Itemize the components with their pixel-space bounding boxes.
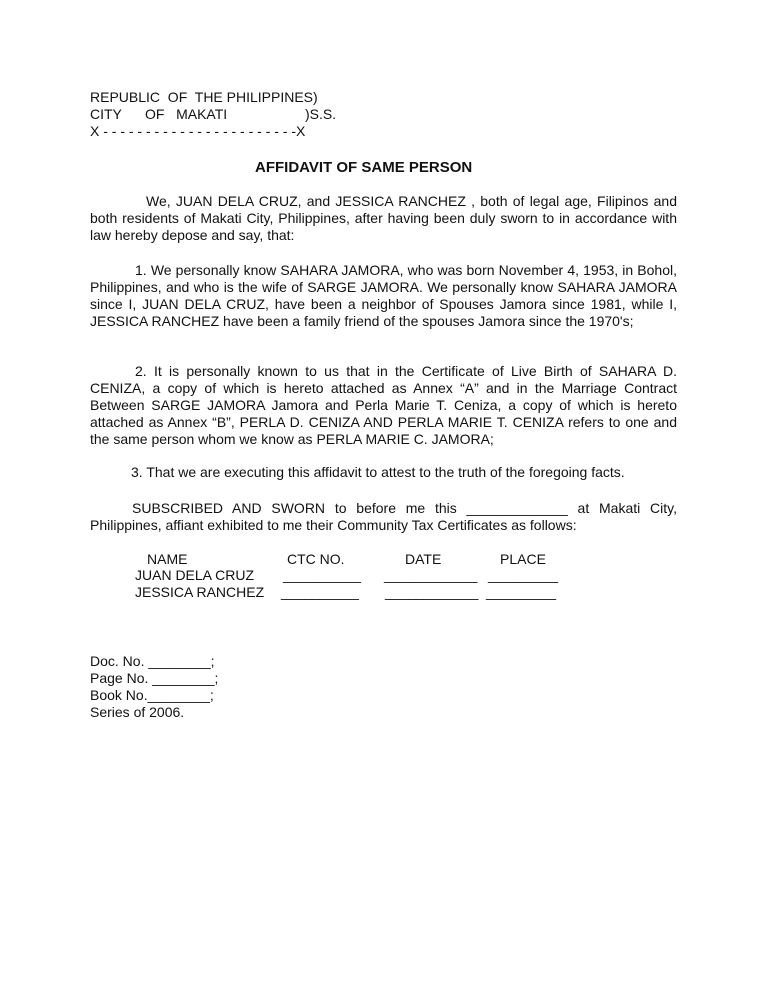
doc-number: Doc. No. ________; [90, 653, 215, 669]
ctc-row-1-ctc: __________ [283, 567, 361, 583]
ctc-row-1-place: _________ [488, 567, 559, 583]
item-3-text [90, 464, 677, 481]
item-3-number: 3. [131, 464, 143, 480]
item-1-text [90, 262, 677, 330]
item-2-number: 2. [135, 363, 147, 379]
page-number: Page No. ________; [90, 670, 219, 686]
caption-republic: REPUBLIC OF THE PHILIPPINES) [90, 89, 318, 105]
book-number: Book No.________; [90, 687, 214, 703]
ctc-row-2-ctc: __________ [281, 584, 359, 600]
ctc-header-place: PLACE [500, 551, 546, 567]
series-year: Series of 2006. [90, 704, 185, 720]
item-3-body: That we are executing this affidavit to attest to the truth of the foregoing facts. [146, 464, 625, 480]
caption-city: CITY OF MAKATI )S.S. [90, 106, 337, 122]
intro-text: We, JUAN DELA CRUZ, and JESSICA RANCHEZ , both of legal age, Filipinos and both residents of Makati City, Philippines, after having been duly sworn to in accordance with law hereby depose and say, that: [90, 193, 677, 243]
ctc-row-2-name: JESSICA RANCHEZ [135, 584, 265, 600]
item-1-number: 1. [135, 262, 147, 278]
ctc-header-ctc: CTC NO. [287, 551, 345, 567]
ctc-header-name: NAME [147, 551, 188, 567]
caption-divider: X - - - - - - - - - - - - - - - - - - - - - - -X [90, 123, 306, 139]
jurat-paragraph [90, 500, 677, 534]
item-2-body: It is personally known to us that in the Certificate of Live Birth of SAHARA D. CENIZA, a copy of which is hereto attached as Annex “A” and in the Marriage Contract Between SARGE JAMORA Jamora and Perla Marie T. Ceniza, a copy of which is hereto attached as Annex “B”, PERLA D. CENIZA AND PERLA MARIE T. CENIZA refers to one and the same person whom we know as PERLA MARIE C. JAMORA; [90, 363, 677, 447]
item-2-text [90, 363, 677, 448]
intro-paragraph [90, 193, 677, 244]
ctc-row-1-date: ____________ [384, 567, 478, 583]
item-1 [90, 262, 677, 330]
ctc-row-1-name: JUAN DELA CRUZ [135, 567, 255, 583]
jurat-text: SUBSCRIBED AND SWORN to before me this _____________ at Makati City, Philippines, affiant exhibited to me their Community Tax Certificates as follows: [90, 500, 677, 533]
ctc-row-2-place: _________ [486, 584, 557, 600]
item-3 [90, 464, 677, 481]
document-title: AFFIDAVIT OF SAME PERSON [255, 159, 473, 176]
ctc-row-2-date: ____________ [385, 584, 479, 600]
item-1-body: We personally know SAHARA JAMORA, who was born November 4, 1953, in Bohol, Philippines, and who is the wife of SARGE JAMORA. We personally know SAHARA JAMORA since I, JUAN DELA CRUZ, have been a neighbor of Spouses Jamora since 1981, while I, JESSICA RANCHEZ have been a family friend of the spouses Jamora since the 1970's; [90, 262, 677, 329]
ctc-header-date: DATE [405, 551, 442, 567]
item-2 [90, 363, 677, 448]
